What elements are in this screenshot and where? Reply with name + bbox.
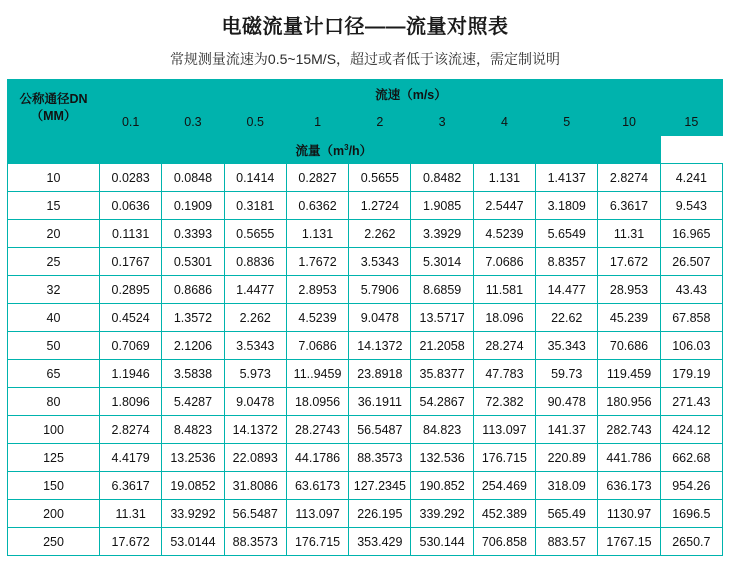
cell-value: 1.4137 xyxy=(536,164,598,192)
table-row xyxy=(8,360,723,388)
cell-value: 0.2895 xyxy=(100,276,162,304)
cell-value: 23.8918 xyxy=(349,360,411,388)
cell-value: 2.1206 xyxy=(162,332,224,360)
cell-value: 1.9085 xyxy=(411,192,473,220)
cell-dn: 32 xyxy=(8,276,100,304)
cell-value: 0.1131 xyxy=(100,220,162,248)
cell-value: 0.7069 xyxy=(100,332,162,360)
header-dn-line2: （MM） xyxy=(30,108,77,123)
table-row xyxy=(8,304,723,332)
header-speed-3: 1 xyxy=(286,108,348,136)
cell-value: 16.965 xyxy=(660,220,722,248)
cell-value: 4.241 xyxy=(660,164,722,192)
cell-value: 254.469 xyxy=(473,472,535,500)
cell-value: 5.7906 xyxy=(349,276,411,304)
cell-value: 56.5487 xyxy=(224,500,286,528)
cell-value: 5.4287 xyxy=(162,388,224,416)
cell-value: 2.262 xyxy=(224,304,286,332)
header-speed-8: 10 xyxy=(598,108,660,136)
header-speed-6: 4 xyxy=(473,108,535,136)
cell-value: 3.1809 xyxy=(536,192,598,220)
cell-value: 132.536 xyxy=(411,444,473,472)
cell-value: 54.2867 xyxy=(411,388,473,416)
table-row xyxy=(8,276,723,304)
cell-value: 0.1414 xyxy=(224,164,286,192)
cell-value: 8.6859 xyxy=(411,276,473,304)
cell-value: 0.0283 xyxy=(100,164,162,192)
cell-value: 17.672 xyxy=(598,248,660,276)
cell-value: 106.03 xyxy=(660,332,722,360)
cell-value: 26.507 xyxy=(660,248,722,276)
cell-value: 88.3573 xyxy=(224,528,286,556)
cell-dn: 80 xyxy=(8,388,100,416)
cell-value: 22.0893 xyxy=(224,444,286,472)
table-body xyxy=(8,164,723,556)
cell-value: 1130.97 xyxy=(598,500,660,528)
cell-value: 1.131 xyxy=(473,164,535,192)
cell-value: 7.0686 xyxy=(473,248,535,276)
cell-value: 1.7672 xyxy=(286,248,348,276)
cell-value: 47.783 xyxy=(473,360,535,388)
header-speed-9: 15 xyxy=(660,108,722,136)
cell-value: 0.6362 xyxy=(286,192,348,220)
cell-dn: 40 xyxy=(8,304,100,332)
cell-value: 67.858 xyxy=(660,304,722,332)
cell-value: 63.6173 xyxy=(286,472,348,500)
cell-value: 5.6549 xyxy=(536,220,598,248)
cell-value: 0.8836 xyxy=(224,248,286,276)
cell-value: 353.429 xyxy=(349,528,411,556)
cell-value: 43.43 xyxy=(660,276,722,304)
cell-value: 282.743 xyxy=(598,416,660,444)
cell-value: 0.5301 xyxy=(162,248,224,276)
cell-value: 11.31 xyxy=(598,220,660,248)
cell-dn: 200 xyxy=(8,500,100,528)
cell-value: 2.5447 xyxy=(473,192,535,220)
cell-value: 7.0686 xyxy=(286,332,348,360)
page-subtitle: 常规测量流速为0.5~15M/S，超过或者低于该流速，需定制说明 xyxy=(169,51,561,67)
cell-value: 662.68 xyxy=(660,444,722,472)
cell-value: 11..9459 xyxy=(286,360,348,388)
header-speed-4: 2 xyxy=(349,108,411,136)
cell-value: 318.09 xyxy=(536,472,598,500)
cell-value: 5.973 xyxy=(224,360,286,388)
cell-value: 339.292 xyxy=(411,500,473,528)
cell-value: 11.581 xyxy=(473,276,535,304)
cell-value: 565.49 xyxy=(536,500,598,528)
cell-value: 424.12 xyxy=(660,416,722,444)
cell-value: 0.5655 xyxy=(224,220,286,248)
cell-value: 35.8377 xyxy=(411,360,473,388)
cell-value: 45.239 xyxy=(598,304,660,332)
cell-value: 19.0852 xyxy=(162,472,224,500)
cell-value: 220.89 xyxy=(536,444,598,472)
cell-value: 113.097 xyxy=(473,416,535,444)
cell-value: 1.4477 xyxy=(224,276,286,304)
cell-dn: 20 xyxy=(8,220,100,248)
cell-value: 1.1946 xyxy=(100,360,162,388)
cell-value: 9.0478 xyxy=(349,304,411,332)
header-dn xyxy=(8,80,100,136)
cell-value: 0.4524 xyxy=(100,304,162,332)
header-row-speed-values xyxy=(8,108,723,136)
cell-value: 190.852 xyxy=(411,472,473,500)
cell-value: 13.5717 xyxy=(411,304,473,332)
cell-value: 1.2724 xyxy=(349,192,411,220)
table-row xyxy=(8,472,723,500)
cell-dn: 100 xyxy=(8,416,100,444)
header-row-flow xyxy=(8,136,723,164)
cell-value: 113.097 xyxy=(286,500,348,528)
cell-value: 2.8953 xyxy=(286,276,348,304)
cell-value: 1.8096 xyxy=(100,388,162,416)
cell-value: 3.5343 xyxy=(349,248,411,276)
cell-dn: 10 xyxy=(8,164,100,192)
cell-value: 28.2743 xyxy=(286,416,348,444)
header-speed: 流速（m/s） xyxy=(100,80,723,108)
cell-value: 1767.15 xyxy=(598,528,660,556)
table-row xyxy=(8,500,723,528)
cell-value: 44.1786 xyxy=(286,444,348,472)
cell-value: 530.144 xyxy=(411,528,473,556)
cell-value: 84.823 xyxy=(411,416,473,444)
cell-value: 14.477 xyxy=(536,276,598,304)
cell-value: 954.26 xyxy=(660,472,722,500)
cell-value: 1.3572 xyxy=(162,304,224,332)
cell-value: 28.274 xyxy=(473,332,535,360)
cell-value: 452.389 xyxy=(473,500,535,528)
table-row xyxy=(8,388,723,416)
page-title: 电磁流量计口径——流量对照表 xyxy=(221,16,509,38)
cell-value: 226.195 xyxy=(349,500,411,528)
cell-dn: 250 xyxy=(8,528,100,556)
cell-value: 3.5838 xyxy=(162,360,224,388)
table-row xyxy=(8,192,723,220)
cell-value: 6.3617 xyxy=(598,192,660,220)
table-row xyxy=(8,248,723,276)
table-header xyxy=(8,80,723,164)
table-row xyxy=(8,332,723,360)
cell-dn: 50 xyxy=(8,332,100,360)
table-row xyxy=(8,528,723,556)
cell-value: 35.343 xyxy=(536,332,598,360)
cell-value: 127.2345 xyxy=(349,472,411,500)
cell-value: 0.2827 xyxy=(286,164,348,192)
cell-value: 179.19 xyxy=(660,360,722,388)
cell-value: 14.1372 xyxy=(224,416,286,444)
header-flow xyxy=(8,136,661,164)
cell-value: 706.858 xyxy=(473,528,535,556)
cell-dn: 150 xyxy=(8,472,100,500)
cell-dn: 125 xyxy=(8,444,100,472)
cell-value: 4.5239 xyxy=(473,220,535,248)
cell-value: 3.5343 xyxy=(224,332,286,360)
cell-value: 176.715 xyxy=(473,444,535,472)
cell-value: 11.31 xyxy=(100,500,162,528)
cell-value: 2.8274 xyxy=(100,416,162,444)
cell-dn: 65 xyxy=(8,360,100,388)
cell-value: 141.37 xyxy=(536,416,598,444)
cell-value: 271.43 xyxy=(660,388,722,416)
cell-value: 53.0144 xyxy=(162,528,224,556)
cell-value: 56.5487 xyxy=(349,416,411,444)
cell-value: 28.953 xyxy=(598,276,660,304)
cell-value: 2650.7 xyxy=(660,528,722,556)
cell-value: 0.1767 xyxy=(100,248,162,276)
cell-value: 33.9292 xyxy=(162,500,224,528)
cell-value: 2.262 xyxy=(349,220,411,248)
table-row xyxy=(8,444,723,472)
table-row xyxy=(8,220,723,248)
header-dn-line1: 公称通径DN xyxy=(19,91,88,106)
cell-value: 119.459 xyxy=(598,360,660,388)
cell-value: 0.0636 xyxy=(100,192,162,220)
cell-value: 90.478 xyxy=(536,388,598,416)
cell-value: 6.3617 xyxy=(100,472,162,500)
cell-value: 5.3014 xyxy=(411,248,473,276)
cell-value: 8.8357 xyxy=(536,248,598,276)
cell-value: 36.1911 xyxy=(349,388,411,416)
cell-value: 441.786 xyxy=(598,444,660,472)
cell-dn: 25 xyxy=(8,248,100,276)
header-speed-2: 0.5 xyxy=(224,108,286,136)
cell-value: 18.0956 xyxy=(286,388,348,416)
cell-value: 9.543 xyxy=(660,192,722,220)
cell-value: 636.173 xyxy=(598,472,660,500)
cell-value: 0.3393 xyxy=(162,220,224,248)
cell-value: 180.956 xyxy=(598,388,660,416)
cell-value: 17.672 xyxy=(100,528,162,556)
cell-value: 4.5239 xyxy=(286,304,348,332)
cell-dn: 15 xyxy=(8,192,100,220)
header-row-speed xyxy=(8,80,723,108)
cell-value: 0.1909 xyxy=(162,192,224,220)
cell-value: 2.8274 xyxy=(598,164,660,192)
cell-value: 0.3181 xyxy=(224,192,286,220)
cell-value: 3.3929 xyxy=(411,220,473,248)
header-speed-5: 3 xyxy=(411,108,473,136)
cell-value: 4.4179 xyxy=(100,444,162,472)
cell-value: 21.2058 xyxy=(411,332,473,360)
cell-value: 8.4823 xyxy=(162,416,224,444)
cell-value: 883.57 xyxy=(536,528,598,556)
cell-value: 1.131 xyxy=(286,220,348,248)
header-speed-1: 0.3 xyxy=(162,108,224,136)
header-speed-7: 5 xyxy=(536,108,598,136)
cell-value: 13.2536 xyxy=(162,444,224,472)
header-speed-0: 0.1 xyxy=(100,108,162,136)
cell-value: 9.0478 xyxy=(224,388,286,416)
cell-value: 22.62 xyxy=(536,304,598,332)
cell-value: 0.5655 xyxy=(349,164,411,192)
flow-rate-table xyxy=(7,79,723,556)
cell-value: 31.8086 xyxy=(224,472,286,500)
table-row xyxy=(8,164,723,192)
cell-value: 176.715 xyxy=(286,528,348,556)
cell-value: 59.73 xyxy=(536,360,598,388)
header-flow-prefix: 流量（m xyxy=(295,143,345,158)
header-flow-suffix: /h） xyxy=(348,143,373,158)
cell-value: 18.096 xyxy=(473,304,535,332)
cell-value: 0.8482 xyxy=(411,164,473,192)
table-row xyxy=(8,416,723,444)
cell-value: 1696.5 xyxy=(660,500,722,528)
cell-value: 88.3573 xyxy=(349,444,411,472)
cell-value: 72.382 xyxy=(473,388,535,416)
cell-value: 70.686 xyxy=(598,332,660,360)
cell-value: 0.8686 xyxy=(162,276,224,304)
cell-value: 14.1372 xyxy=(349,332,411,360)
header-flow-sup: 3 xyxy=(344,142,349,152)
cell-value: 0.0848 xyxy=(162,164,224,192)
